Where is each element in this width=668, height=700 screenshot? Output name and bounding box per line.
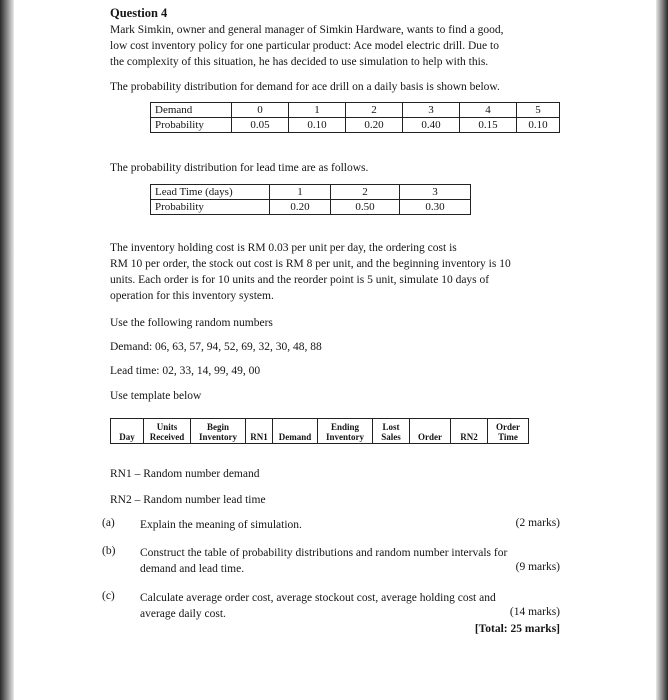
table-cell: 2 <box>331 185 400 200</box>
rn1-note: RN1 – Random number demand <box>110 468 260 480</box>
table-cell: 0.30 <box>400 200 471 215</box>
template-header-row <box>111 419 529 444</box>
demand-row <box>151 103 560 118</box>
random-intro: Use the following random numbers <box>110 317 273 329</box>
template-header-begin-inventory: Begin Inventory <box>191 419 246 444</box>
part-c-text <box>140 590 496 622</box>
table-cell: 0.40 <box>403 118 460 133</box>
part-a-label: (a) <box>102 517 115 529</box>
demand-random-numbers: Demand: 06, 63, 57, 94, 52, 69, 32, 30, 48, 88 <box>110 341 322 353</box>
table-cell: 0.10 <box>289 118 346 133</box>
table-cell: 4 <box>460 103 517 118</box>
table-cell: 0.15 <box>460 118 517 133</box>
template-intro: Use template below <box>110 390 202 402</box>
table-cell: 0.20 <box>270 200 331 215</box>
table-cell: 2 <box>346 103 403 118</box>
part-b-text <box>140 545 507 577</box>
cost-line: The inventory holding cost is RM 0.03 per unit per day, the ordering cost is <box>110 242 457 254</box>
table-cell: 0 <box>232 103 289 118</box>
cost-paragraph <box>110 240 572 304</box>
total-marks: [Total: 25 marks] <box>474 623 560 635</box>
intro-paragraph <box>110 22 580 70</box>
photo-frame-left <box>0 0 14 700</box>
demand-table <box>150 102 560 133</box>
lead-intro: The probability distribution for lead time are as follows. <box>110 162 369 174</box>
template-header-order: Order <box>410 419 451 444</box>
table-cell: 1 <box>270 185 331 200</box>
template-header-rn1: RN1 <box>246 419 273 444</box>
part-c-line: Calculate average order cost, average stockout cost, average holding cost and <box>140 592 496 604</box>
part-b-marks: (9 marks) <box>515 561 560 573</box>
photo-frame-right <box>656 0 668 700</box>
table-cell: 5 <box>517 103 560 118</box>
template-header-units-received: Units Received <box>144 419 191 444</box>
table-cell: 0.10 <box>517 118 560 133</box>
template-header-order-time: Order Time <box>488 419 529 444</box>
lead-time-row <box>151 185 471 200</box>
cost-line: RM 10 per order, the stock out cost is RM 8 per unit, and the beginning inventory is 10 <box>110 258 511 270</box>
intro-line: the complexity of this situation, he has decided to use simulation to help with this. <box>110 56 489 68</box>
template-header-day: Day <box>111 419 144 444</box>
question-title: Question 4 <box>110 6 168 20</box>
intro-line: low cost inventory policy for one particular product: Ace model electric drill. Due to <box>110 40 499 52</box>
part-a-marks: (2 marks) <box>515 517 560 529</box>
row-label: Probability <box>151 200 270 215</box>
table-cell: 0.20 <box>346 118 403 133</box>
row-label: Demand <box>151 103 232 118</box>
part-c-marks: (14 marks) <box>509 606 560 618</box>
part-c-label: (c) <box>102 590 115 602</box>
row-label: Lead Time (days) <box>151 185 270 200</box>
table-cell: 0.05 <box>232 118 289 133</box>
template-header-ending-inventory: Ending Inventory <box>318 419 373 444</box>
table-cell: 3 <box>400 185 471 200</box>
probability-row <box>151 200 471 215</box>
lead-random-numbers: Lead time: 02, 33, 14, 99, 49, 00 <box>110 365 261 377</box>
part-b-line: Construct the table of probability distributions and random number intervals for <box>140 547 508 559</box>
lead-time-table <box>150 184 471 215</box>
cost-line: units. Each order is for 10 units and the reorder point is 5 unit, simulate 10 days of <box>110 274 490 286</box>
probability-row <box>151 118 560 133</box>
rn2-note: RN2 – Random number lead time <box>110 494 266 506</box>
cost-line: operation for this inventory system. <box>110 290 274 302</box>
template-header-lost-sales: Lost Sales <box>373 419 410 444</box>
demand-intro: The probability distribution for demand for ace drill on a daily basis is shown below. <box>110 81 500 93</box>
part-a-text: Explain the meaning of simulation. <box>140 519 302 531</box>
part-c-line: average daily cost. <box>140 608 226 620</box>
intro-line: Mark Simkin, owner and general manager of Simkin Hardware, wants to find a good, <box>110 24 504 36</box>
table-cell: 3 <box>403 103 460 118</box>
exam-page <box>14 0 656 700</box>
part-b-line: demand and lead time. <box>140 563 245 575</box>
simulation-template-table <box>110 418 529 444</box>
table-cell: 1 <box>289 103 346 118</box>
part-b-label: (b) <box>102 545 116 557</box>
template-header-rn2: RN2 <box>451 419 488 444</box>
row-label: Probability <box>151 118 232 133</box>
table-cell: 0.50 <box>331 200 400 215</box>
template-header-demand: Demand <box>273 419 318 444</box>
